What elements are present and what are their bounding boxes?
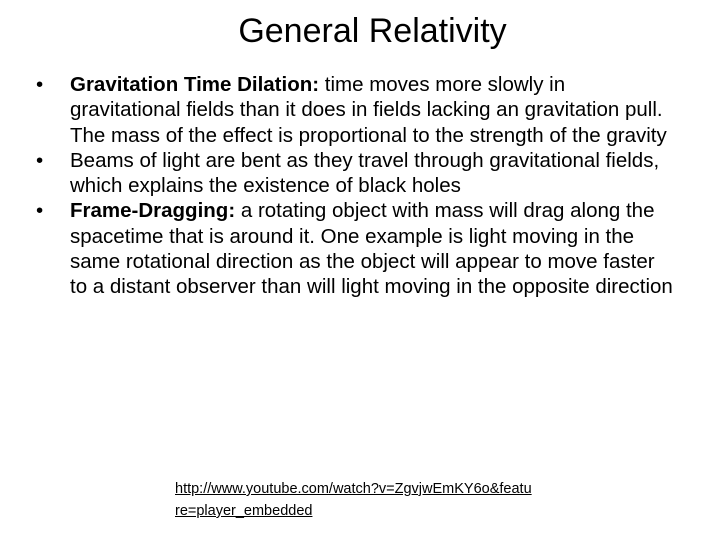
bullet-text: Beams of light are bent as they travel through gravitational fields, which explains the existence of black holes (70, 148, 660, 198)
bullet-term: Gravitation Time Dilation: (70, 73, 320, 96)
bullet-text: time moves more slowly in gravitational fields than it does in fields lacking an gravitation pull. The mass of the effect is proportional to the strength of the gravity (70, 73, 667, 147)
slide-title: General Relativity (238, 12, 507, 50)
bullet-term: Frame-Dragging: (70, 199, 236, 223)
bullet-item-light-bending (36, 148, 676, 199)
bullet-text: a rotating object with mass will drag along the spacetime that is around it. One example is light moving in the same rotational direction as the object will appear to move faster to a distant observer than will light moving in the opposite direction (70, 199, 673, 299)
bullet-marker: • (36, 73, 44, 96)
youtube-link[interactable]: http://www.youtube.com/watch?v=ZgvjwEmKY6o&feature=player_embedded (175, 481, 532, 519)
bullet-item-frame-dragging (36, 198, 676, 299)
bullet-marker: • (36, 199, 44, 223)
bullet-list (36, 72, 676, 300)
bullet-marker: • (36, 148, 44, 172)
bullet-item-time-dilation (36, 72, 676, 148)
